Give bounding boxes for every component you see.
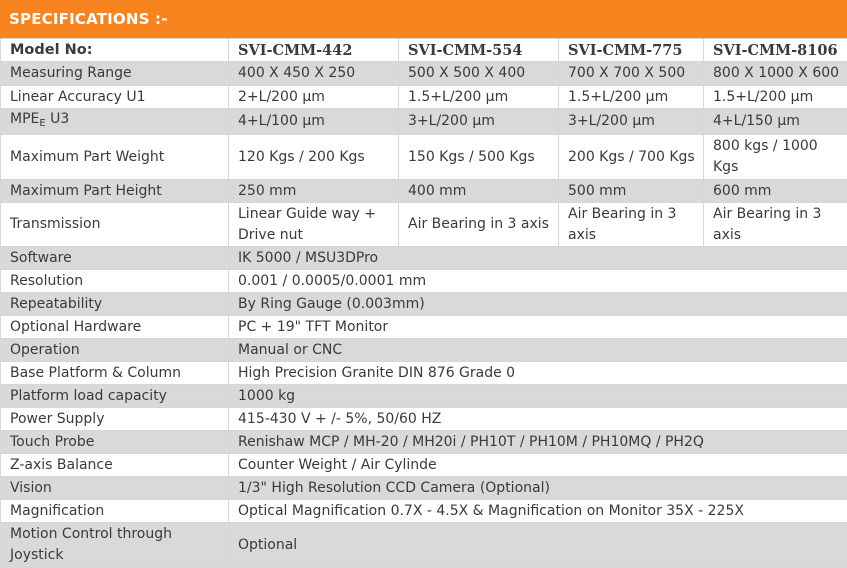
table-row	[1, 293, 847, 316]
cell-value: Optical Magnification 0.7X - 4.5X & Magnification on Monitor 35X - 225X	[229, 500, 847, 523]
specifications-table	[0, 38, 847, 568]
row-label: Operation	[1, 339, 229, 362]
table-row	[1, 109, 847, 135]
cell-value: By Ring Gauge (0.003mm)	[229, 293, 847, 316]
specifications-title: SPECIFICATIONS :-	[0, 0, 847, 38]
row-label: Platform load capacity	[1, 385, 229, 408]
table-row	[1, 135, 847, 180]
cell-value: 415-430 V + /- 5%, 50/60 HZ	[229, 408, 847, 431]
row-label: Maximum Part Weight	[1, 135, 229, 180]
model-header: SVI-CMM-554	[399, 39, 559, 62]
cell-value: 3+L/200 µm	[399, 109, 559, 135]
cell-value: 1.5+L/200 µm	[704, 86, 847, 109]
table-row	[1, 408, 847, 431]
cell-value: Optional	[229, 523, 847, 568]
cell-value: 1/3" High Resolution CCD Camera (Optional)	[229, 477, 847, 500]
table-row	[1, 339, 847, 362]
cell-value: Manual or CNC	[229, 339, 847, 362]
cell-value: 600 mm	[704, 180, 847, 203]
table-row	[1, 500, 847, 523]
cell-value: Air Bearing in 3 axis	[704, 203, 847, 247]
table-row	[1, 385, 847, 408]
row-label: Linear Accuracy U1	[1, 86, 229, 109]
cell-value: Counter Weight / Air Cylinde	[229, 454, 847, 477]
row-label: Vision	[1, 477, 229, 500]
cell-value: 120 Kgs / 200 Kgs	[229, 135, 399, 180]
row-label: Touch Probe	[1, 431, 229, 454]
model-header: SVI-CMM-442	[229, 39, 399, 62]
cell-value: 1000 kg	[229, 385, 847, 408]
row-label: $MPE_E$ U3	[1, 109, 229, 135]
row-label: Software	[1, 247, 229, 270]
row-label: Power Supply	[1, 408, 229, 431]
cell-value: 3+L/200 µm	[559, 109, 704, 135]
table-row	[1, 477, 847, 500]
cell-value: 2+L/200 µm	[229, 86, 399, 109]
cell-value: 150 Kgs / 500 Kgs	[399, 135, 559, 180]
row-label: Repeatability	[1, 293, 229, 316]
row-label: Resolution	[1, 270, 229, 293]
cell-value: Linear Guide way + Drive nut	[229, 203, 399, 247]
cell-value: Air Bearing in 3 axis	[559, 203, 704, 247]
row-label: Measuring Range	[1, 62, 229, 86]
cell-value: 500 mm	[559, 180, 704, 203]
model-header: SVI-CMM-775	[559, 39, 704, 62]
table-row	[1, 180, 847, 203]
row-label: Z-axis Balance	[1, 454, 229, 477]
cell-value: 500 X 500 X 400	[399, 62, 559, 86]
cell-value: 800 kgs / 1000 Kgs	[704, 135, 847, 180]
cell-value: 1.5+L/200 µm	[399, 86, 559, 109]
cell-value: 800 X 1000 X 600	[704, 62, 847, 86]
table-row	[1, 362, 847, 385]
table-row	[1, 62, 847, 86]
table-row	[1, 270, 847, 293]
row-label: Maximum Part Height	[1, 180, 229, 203]
table-row	[1, 523, 847, 568]
table-row	[1, 203, 847, 247]
cell-value: 1.5+L/200 µm	[559, 86, 704, 109]
cell-value: 250 mm	[229, 180, 399, 203]
row-label: Base Platform & Column	[1, 362, 229, 385]
model-no-header: Model No:	[1, 39, 229, 62]
cell-value: Renishaw MCP / MH-20 / MH20i / PH10T / PH10M / PH10MQ / PH2Q	[229, 431, 847, 454]
cell-value: 4+L/100 µm	[229, 109, 399, 135]
cell-value: 400 X 450 X 250	[229, 62, 399, 86]
table-header-row	[1, 39, 847, 62]
cell-value: 400 mm	[399, 180, 559, 203]
cell-value: 4+L/150 µm	[704, 109, 847, 135]
table-row	[1, 86, 847, 109]
row-label: Magnification	[1, 500, 229, 523]
model-header: SVI-CMM-8106	[704, 39, 847, 62]
cell-value: 0.001 / 0.0005/0.0001 mm	[229, 270, 847, 293]
cell-value: 200 Kgs / 700 Kgs	[559, 135, 704, 180]
cell-value: Air Bearing in 3 axis	[399, 203, 559, 247]
table-row	[1, 431, 847, 454]
row-label: Motion Control through Joystick	[1, 523, 229, 568]
table-row	[1, 454, 847, 477]
cell-value: PC + 19" TFT Monitor	[229, 316, 847, 339]
table-row	[1, 316, 847, 339]
row-label: Optional Hardware	[1, 316, 229, 339]
cell-value: 700 X 700 X 500	[559, 62, 704, 86]
cell-value: IK 5000 / MSU3DPro	[229, 247, 847, 270]
cell-value: High Precision Granite DIN 876 Grade 0	[229, 362, 847, 385]
row-label: Transmission	[1, 203, 229, 247]
table-row	[1, 247, 847, 270]
